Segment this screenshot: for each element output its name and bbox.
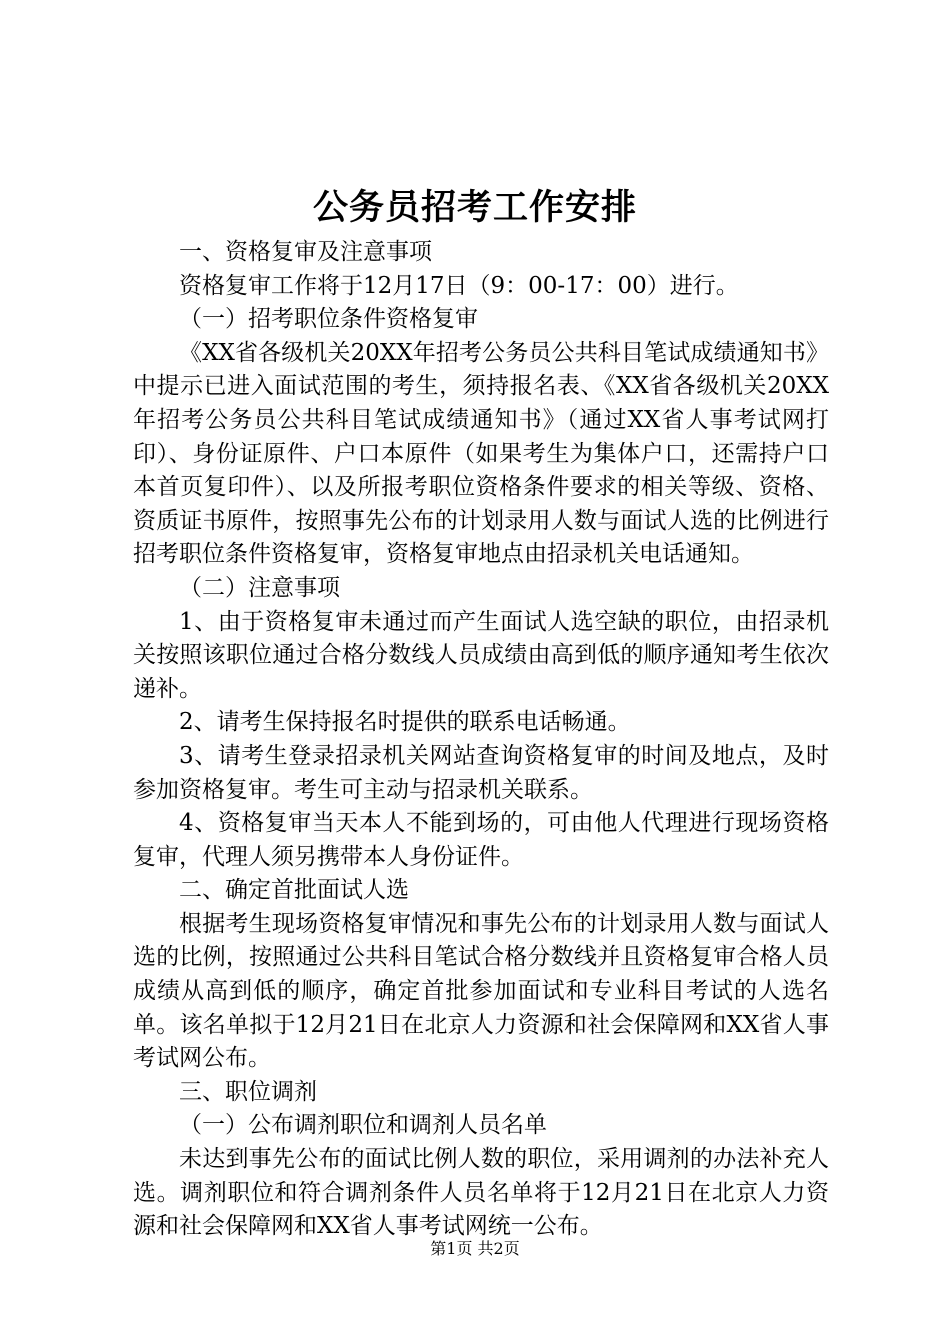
subsection-heading: （二）注意事项 <box>179 574 340 601</box>
section-heading: 三、职位调剂 <box>179 1078 317 1105</box>
section-heading: 一、资格复审及注意事项 <box>179 239 432 265</box>
list-item: 2、请考生保持报名时提供的联系电话畅通。 <box>179 709 631 736</box>
list-item: 4、资格复审当天本人不能到场的，可由他人代理进行现场资格复审，代理人须另携带本人身份证件。 <box>133 810 829 870</box>
subsection-heading: （一）招考职位条件资格复审 <box>179 306 478 333</box>
section-heading: 二、确定首批面试人选 <box>179 877 409 904</box>
document-title: 公务员招考工作安排 <box>312 187 637 228</box>
list-item: 1、由于资格复审未通过而产生面试人选空缺的职位，由招录机关按照该职位通过合格分数线人员成绩由高到低的顺序通知考生依次递补。 <box>133 608 829 702</box>
page-footer: 第1页 共2页 <box>430 1239 520 1258</box>
subsection-heading: （一）公布调剂职位和调剂人员名单 <box>179 1112 547 1139</box>
document-body <box>133 236 829 1244</box>
body-paragraph: 资格复审工作将于12月17日（9：00-17：00）进行。 <box>179 272 739 299</box>
list-item: 3、请考生登录招录机关网站查询资格复审的时间及地点，及时参加资格复审。考生可主动与招录机关联系。 <box>133 742 829 803</box>
body-paragraph: 未达到事先公布的面试比例人数的职位，采用调剂的办法补充人选。调剂职位和符合调剂条件人员名单将于12月21日在北京人力资源和社会保障网和XX省人事考试网统一公布。 <box>133 1146 829 1240</box>
body-paragraph: 根据考生现场资格复审情况和事先公布的计划录用人数与面试人选的比例，按照通过公共科目笔试合格分数线并且资格复审合格人员成绩从高到低的顺序，确定首批参加面试和专业科目考试的人选名单。该名单拟于12月21日在北京人力资源和社会保障网和XX省人事考试网公布。 <box>133 910 829 1072</box>
body-paragraph: 《XX省各级机关20XX年招考公务员公共科目笔试成绩通知书》中提示已进入面试范围的考生，须持报名表、《XX省各级机关20XX年招考公务员公共科目笔试成绩通知书》（通过XX省人事考试网打印）、身份证原件、户口本原件（如果考生为集体户口，还需持户口本首页复印件）、以及所报考职位资格条件要求的相关等级、资格、资质证书原件，按照事先公布的计划录用人数与面试人选的比例进行招考职位条件资格复审，资格复审地点由招录机关电话通知。 <box>133 339 829 568</box>
